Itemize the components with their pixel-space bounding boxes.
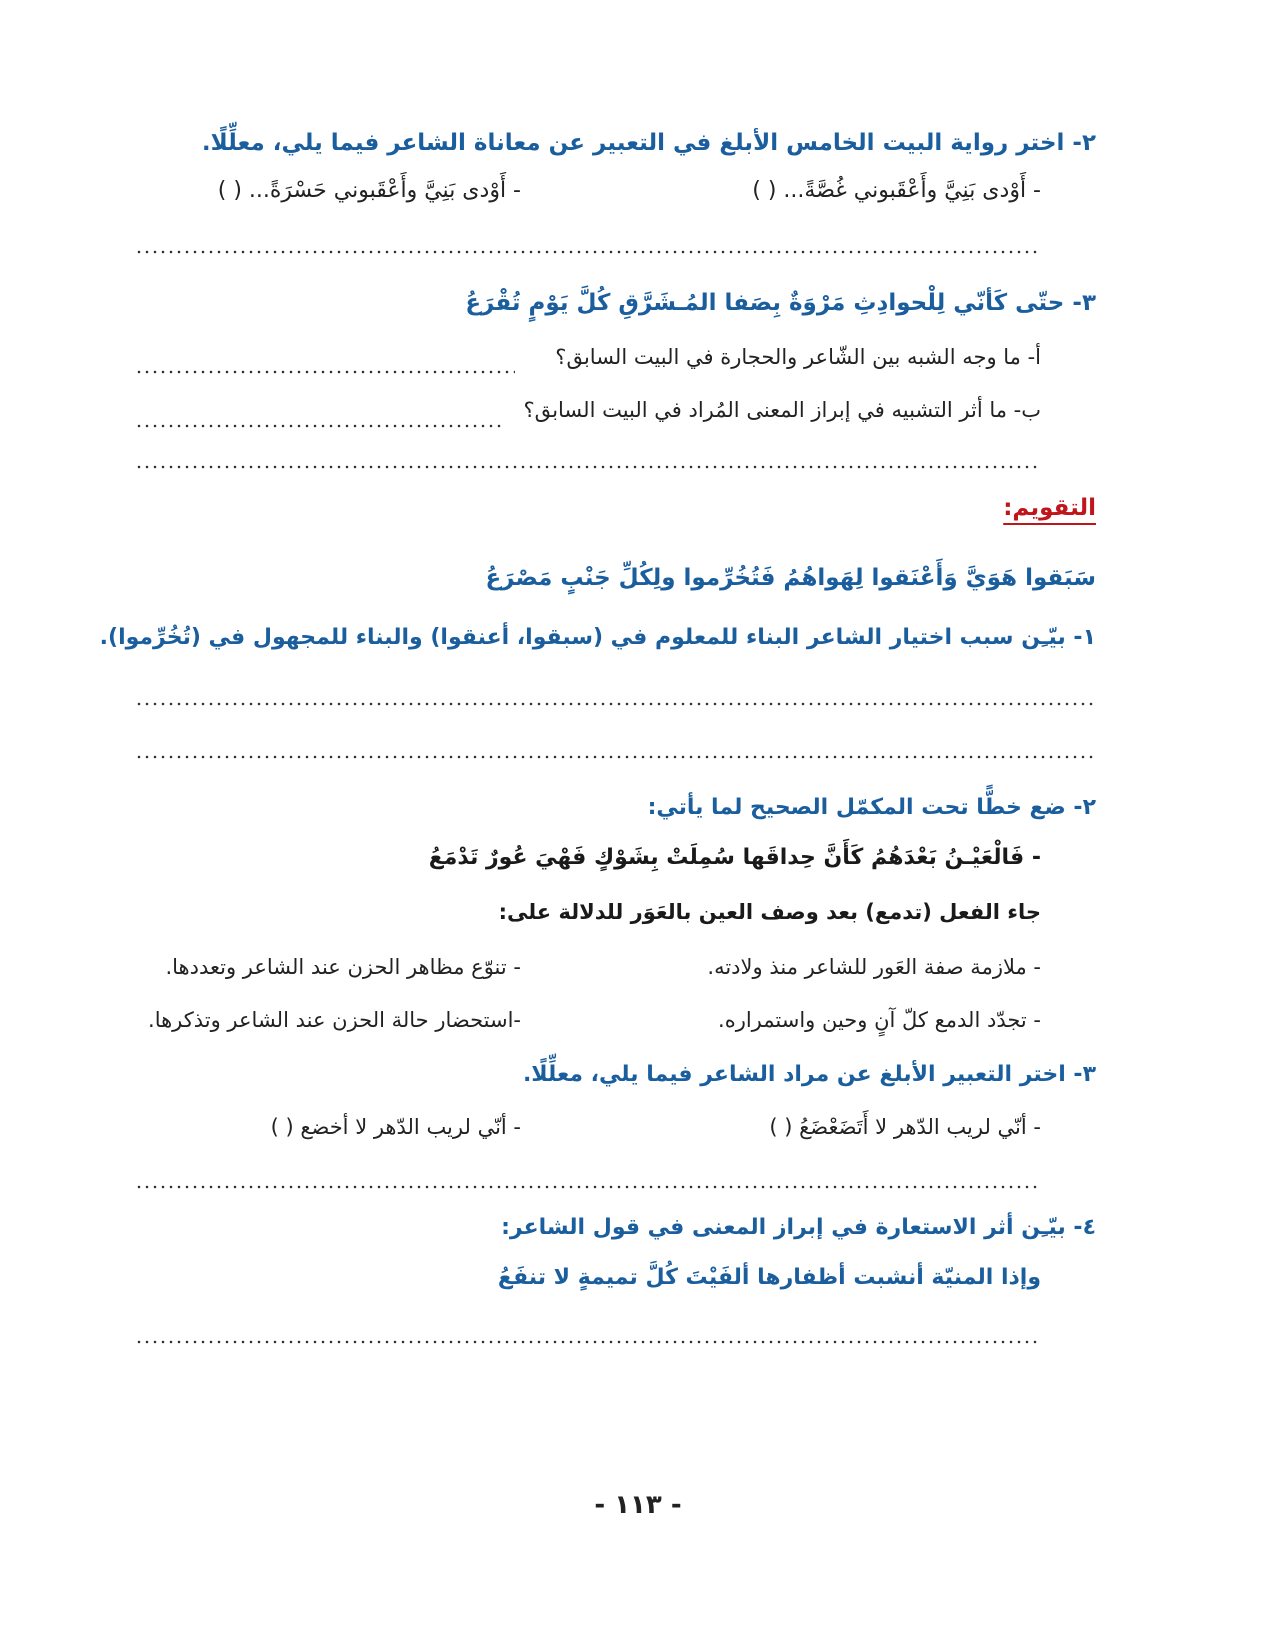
answer-line[interactable] [135, 1185, 1040, 1189]
eval-q4-verse: وإذا المنيّة أنشبت أظفارها ألفَيْتَ كُلَّ تميمةٍ لا تنفَعُ [497, 1265, 1041, 1290]
eval-q3-option-2[interactable]: - أنّي لريب الدّهر لا أخضع ( ) [270, 1115, 521, 1139]
eval-q2-stem: جاء الفعل (تدمع) بعد وصف العين بالعَوَر للدلالة على: [498, 900, 1041, 924]
answer-line[interactable] [135, 370, 515, 374]
eval-q1-prompt: ١- بيّـِن سبب اختيار الشاعر البناء للمعلوم في (سبقوا، أعنقوا) والبناء للمجهول في (تُخُرِّموا). [99, 625, 1096, 650]
answer-line[interactable] [135, 465, 1040, 469]
evaluation-heading: التقويم: [1003, 495, 1096, 521]
q3-top-part-a: أ- ما وجه الشبه بين الشّاعر والحجارة في البيت السابق؟ [555, 345, 1041, 369]
eval-q2-prompt: ٢- ضع خطًّا تحت المكمّل الصحيح لما يأتي: [647, 795, 1096, 820]
eval-q2-option-1[interactable]: - ملازمة صفة العَور للشاعر منذ ولادته. [707, 955, 1041, 979]
eval-q2-option-2[interactable]: - تنوّع مظاهر الحزن عند الشاعر وتعددها. [165, 955, 521, 979]
answer-line[interactable] [135, 1340, 1040, 1344]
page-number: - ١١٣ - [594, 1490, 682, 1520]
eval-q2-option-4[interactable]: -استحضار حالة الحزن عند الشاعر وتذكرها. [148, 1008, 521, 1032]
answer-line[interactable] [135, 250, 1040, 254]
q3-top-verse: ٣- حتّى كَأنّي لِلْحوادِثِ مَرْوَةٌ بِصَفا المُـشَرَّقِ كُلَّ يَوْمٍ تُقْرَعُ [465, 290, 1096, 316]
q2-top-prompt: ٢- اختر رواية البيت الخامس الأبلغ في التعبير عن معاناة الشاعر فيما يلي، معلِّلًا. [201, 130, 1096, 156]
q3-top-part-b: ب- ما أثر التشبيه في إبراز المعنى المُراد في البيت السابق؟ [523, 398, 1041, 422]
q2-top-option-a: - أَوْدى بَنِيَّ وأَعْقَبوني غُصَّةً... ( ) [752, 178, 1041, 203]
eval-q4-prompt: ٤- بيّـِن أثر الاستعارة في إبراز المعنى في قول الشاعر: [501, 1215, 1096, 1240]
eval-q3-option-1[interactable]: - أنّي لريب الدّهر لا أَتَضَعْضَعُ ( ) [769, 1115, 1041, 1139]
q2-top-option-b: - أَوْدى بَنِيَّ وأَعْقَبوني حَسْرَةً... ( ) [217, 178, 521, 203]
eval-q2-option-3[interactable]: - تجدّد الدمع كلّ آنٍ وحين واستمراره. [718, 1008, 1041, 1032]
answer-line[interactable] [135, 755, 1095, 759]
answer-line[interactable] [135, 702, 1095, 706]
eval-q2-verse: - فَالْعَيْـنُ بَعْدَهُمُ كَأَنَّ حِداقَها سُمِلَتْ بِشَوْكٍ فَهْيَ عُورٌ تَدْمَعُ [428, 845, 1041, 870]
eval-q3-prompt: ٣- اختر التعبير الأبلغ عن مراد الشاعر فيما يلي، معلِّلًا. [522, 1062, 1096, 1087]
answer-line[interactable] [135, 424, 505, 428]
evaluation-verse: سَبَقوا هَوَيَّ وَأَعْنَقوا لِهَواهُمُ فَتُخُرِّموا ولِكُلِّ جَنْبٍ مَصْرَعُ [485, 565, 1096, 591]
